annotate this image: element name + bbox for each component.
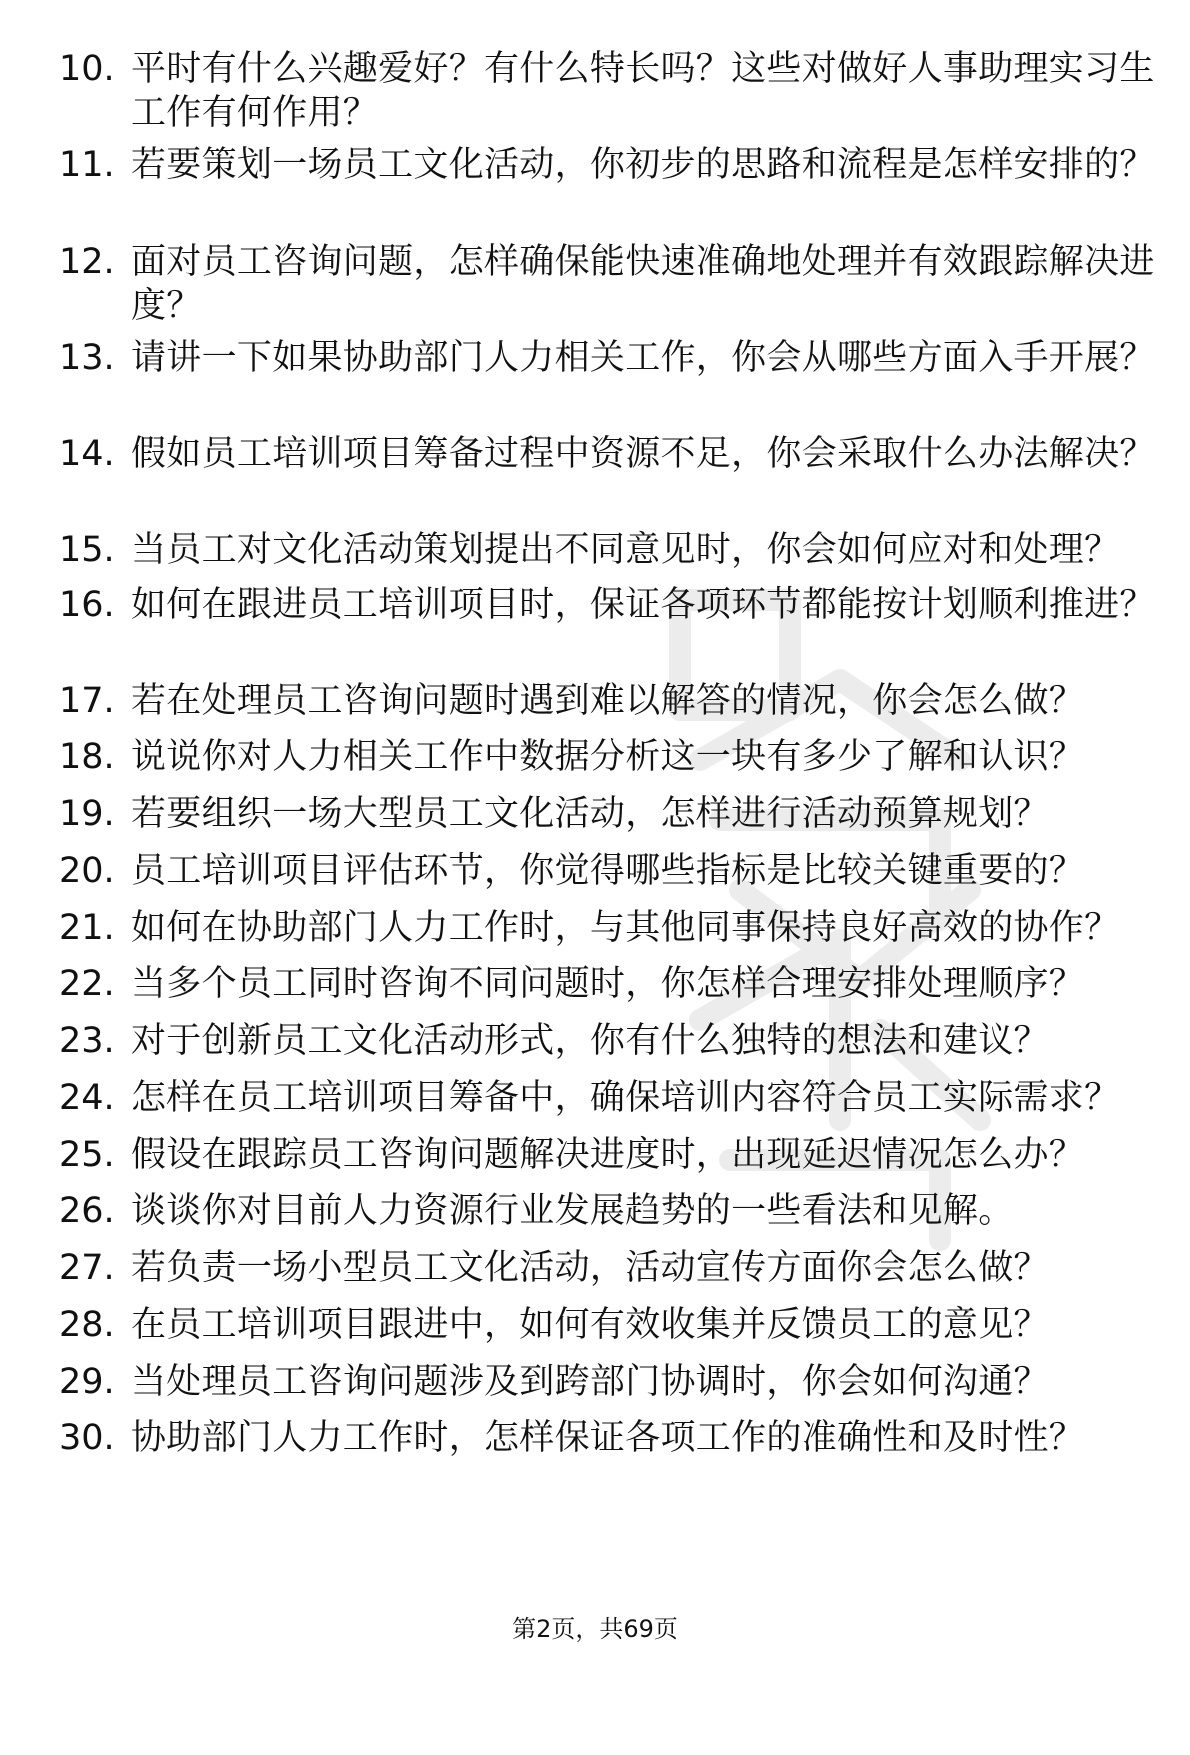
question-text: 若负责一场小型员工文化活动，活动宣传方面你会怎么做？ [131,1248,1049,1288]
question-text: 当员工对文化活动策划提出不同意见时，你会如何应对和处理？ [131,530,1120,570]
question-text: 说说你对人力相关工作中数据分析这一块有多少了解和认识？ [131,737,1085,777]
question-text: 若要组织一场大型员工文化活动，怎样进行活动预算规划？ [131,794,1049,834]
question-number: 21. [59,908,115,948]
question-text: 在员工培训项目跟进中，如何有效收集并反馈员工的意见？ [131,1305,1049,1345]
question-number: 25. [59,1135,115,1175]
question-number: 12. [59,242,115,282]
question-number: 24. [59,1078,115,1118]
question-number: 23. [59,1021,115,1061]
question-text: 员工培训项目评估环节，你觉得哪些指标是比较关键重要的？ [131,851,1085,891]
question-text: 假如员工培训项目筹备过程中资源不足，你会采取什么办法解决？ [131,434,1155,474]
question-text: 假设在跟踪员工咨询问题解决进度时，出现延迟情况怎么办？ [131,1135,1085,1175]
question-text: 谈谈你对目前人力资源行业发展趋势的一些看法和见解。 [131,1191,1014,1231]
question-text: 面对员工咨询问题，怎样确保能快速准确地处理并有效跟踪解决进度？ [131,242,1155,326]
question-text: 请讲一下如果协助部门人力相关工作，你会从哪些方面入手开展？ [131,338,1155,378]
question-text: 协助部门人力工作时，怎样保证各项工作的准确性和及时性？ [131,1418,1085,1458]
question-text: 如何在跟进员工培训项目时，保证各项环节都能按计划顺利推进？ [131,585,1155,625]
question-number: 19. [59,794,115,834]
question-number: 20. [59,851,115,891]
question-number: 15. [59,530,115,570]
question-text: 当多个员工同时咨询不同问题时，你怎样合理安排处理顺序？ [131,964,1085,1004]
question-number: 22. [59,964,115,1004]
question-text: 若要策划一场员工文化活动，你初步的思路和流程是怎样安排的？ [131,145,1155,185]
question-number: 29. [59,1362,115,1402]
question-text: 平时有什么兴趣爱好？有什么特长吗？这些对做好人事助理实习生工作有何作用？ [131,49,1155,133]
page-number: 第2页，共69页 [512,1615,678,1643]
question-text: 当处理员工咨询问题涉及到跨部门协调时，你会如何沟通？ [131,1362,1049,1402]
question-number: 14. [59,434,115,474]
question-number: 10. [59,49,115,89]
question-number: 18. [59,737,115,777]
question-number: 16. [59,585,115,625]
question-number: 27. [59,1248,115,1288]
question-text: 对于创新员工文化活动形式，你有什么独特的想法和建议？ [131,1021,1049,1061]
question-number: 28. [59,1305,115,1345]
question-text: 如何在协助部门人力工作时，与其他同事保持良好高效的协作？ [131,908,1120,948]
question-number: 26. [59,1191,115,1231]
question-number: 11. [59,145,115,185]
question-number: 30. [59,1418,115,1458]
question-text: 怎样在员工培训项目筹备中，确保培训内容符合员工实际需求？ [131,1078,1120,1118]
question-text: 若在处理员工咨询问题时遇到难以解答的情况，你会怎么做？ [131,681,1085,721]
question-number: 13. [59,338,115,378]
question-number: 17. [59,681,115,721]
